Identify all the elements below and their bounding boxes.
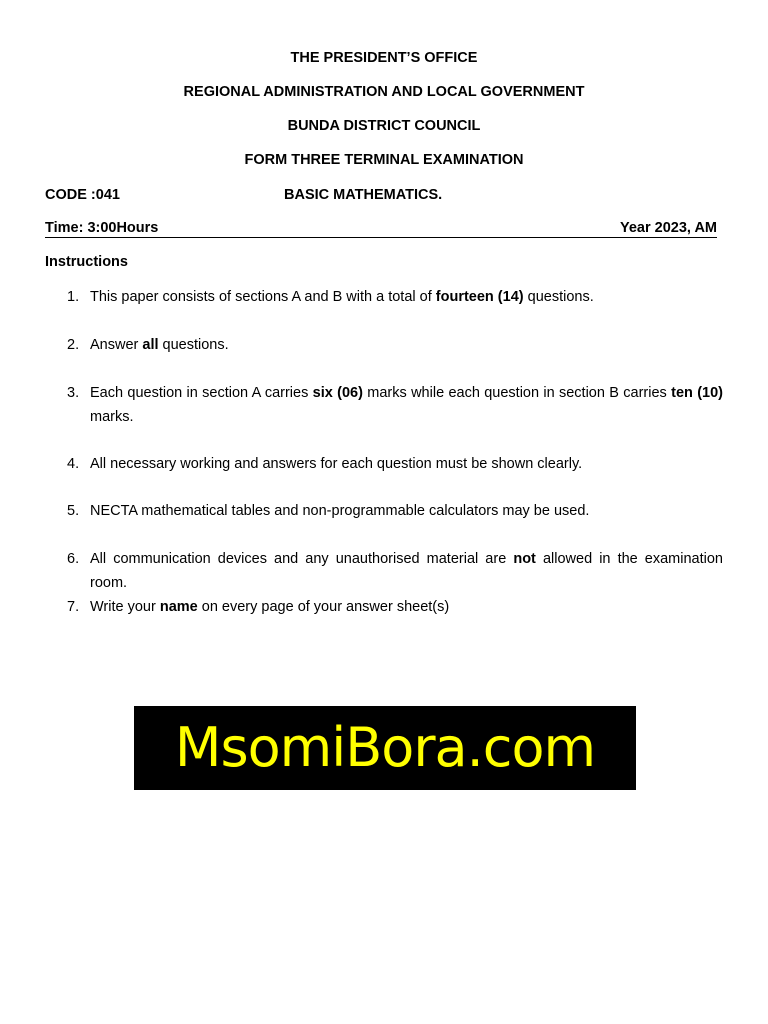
instruction-text: allowed in the examination room. bbox=[90, 551, 723, 591]
instruction-text: This paper consists of sections A and B with a total of bbox=[90, 289, 436, 305]
instruction-item-1 bbox=[45, 285, 723, 309]
exam-year: Year 2023, AM bbox=[620, 220, 717, 236]
instruction-text: questions. bbox=[523, 289, 594, 305]
instruction-emphasis: ten (10) bbox=[671, 385, 723, 401]
instruction-text: Each question in section A carries bbox=[90, 385, 313, 401]
instruction-text: All communication devices and any unauthorised material are bbox=[90, 551, 514, 567]
instructions-heading: Instructions bbox=[45, 254, 128, 270]
header-administration: REGIONAL ADMINISTRATION AND LOCAL GOVERNMENT bbox=[183, 84, 585, 100]
header-office: THE PRESIDENT’S OFFICE bbox=[290, 50, 478, 66]
instruction-text: NECTA mathematical tables and non-programmable calculators may be used. bbox=[90, 503, 590, 519]
instruction-number: 3. bbox=[67, 385, 80, 401]
instruction-number: 5. bbox=[67, 503, 80, 519]
instruction-number: 4. bbox=[67, 456, 80, 472]
instruction-emphasis: fourteen (14) bbox=[435, 289, 524, 305]
instruction-text: All necessary working and answers for each question must be shown clearly. bbox=[90, 456, 583, 472]
instruction-emphasis: name bbox=[159, 599, 198, 615]
watermark-logo-text: MsomiBora.com bbox=[174, 716, 596, 779]
instruction-text: questions. bbox=[158, 337, 229, 353]
exam-subject: BASIC MATHEMATICS. bbox=[284, 187, 443, 203]
instruction-number: 7. bbox=[67, 599, 80, 615]
instruction-number: 2. bbox=[67, 337, 80, 353]
instruction-emphasis: not bbox=[513, 551, 536, 567]
watermark-logo bbox=[134, 706, 636, 790]
time-year-row bbox=[45, 219, 717, 238]
header-exam-title: FORM THREE TERMINAL EXAMINATION bbox=[244, 152, 524, 168]
exam-code: CODE :041 bbox=[45, 187, 120, 203]
instruction-emphasis: six (06) bbox=[312, 385, 363, 401]
header-council: BUNDA DISTRICT COUNCIL bbox=[287, 118, 481, 134]
instruction-item-6 bbox=[45, 547, 723, 595]
instruction-number: 6. bbox=[67, 551, 80, 567]
instruction-item-4 bbox=[45, 452, 723, 476]
instruction-item-5 bbox=[45, 499, 723, 523]
instruction-number: 1. bbox=[67, 289, 80, 305]
instruction-text: Answer bbox=[90, 337, 143, 353]
instruction-text: Write your bbox=[90, 599, 160, 615]
instruction-text: on every page of your answer sheet(s) bbox=[197, 599, 450, 615]
instruction-item-2 bbox=[45, 333, 723, 357]
exam-time: Time: 3:00Hours bbox=[45, 220, 159, 236]
instruction-text: marks. bbox=[90, 409, 134, 425]
instruction-emphasis: all bbox=[142, 337, 159, 353]
instruction-item-7 bbox=[45, 595, 723, 619]
instruction-item-3 bbox=[45, 381, 723, 429]
instruction-text: marks while each question in section B carries bbox=[362, 385, 672, 401]
